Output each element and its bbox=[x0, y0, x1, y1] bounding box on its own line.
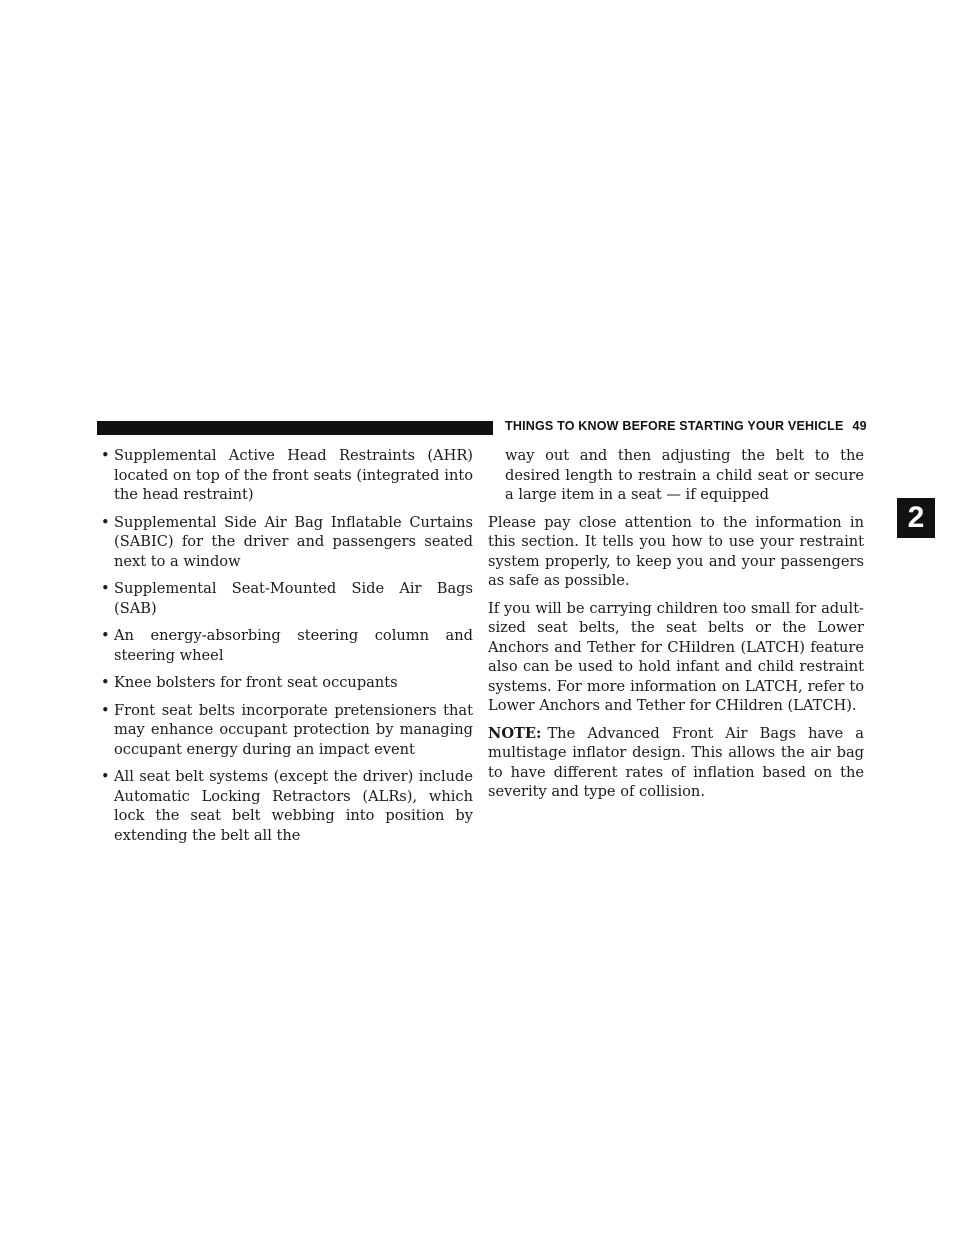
note-text: The Advanced Front Air Bags have a multistage inflator design. This allows the air bag to have different rates of inflation based on the severity and type of collision. bbox=[488, 724, 864, 800]
running-header bbox=[505, 419, 867, 433]
chapter-tab: 2 bbox=[897, 498, 935, 538]
list-item-text: Supplemental Side Air Bag Inflatable Curtains (SABIC) for the driver and passengers seated next to a window bbox=[114, 513, 473, 570]
note-label: NOTE: bbox=[488, 724, 542, 742]
bullet-icon: • bbox=[101, 513, 110, 531]
list-item-continuation: way out and then adjusting the belt to the desired length to restrain a child seat or secure a large item in a seat — if equipped bbox=[505, 447, 864, 503]
list-item-text: An energy-absorbing steering column and steering wheel bbox=[114, 627, 473, 664]
bullet-icon: • bbox=[101, 768, 110, 785]
list-item bbox=[97, 513, 473, 572]
list-item-text: Supplemental Seat-Mounted Side Air Bags (SAB) bbox=[114, 580, 473, 617]
bullet-icon: • bbox=[101, 580, 110, 597]
header-rule bbox=[97, 421, 493, 435]
bullet-icon: • bbox=[101, 701, 110, 719]
list-item-text: All seat belt systems (except the driver) include Automatic Locking Retractors (ALRs), which lock the seat belt webbing into position by extending the belt all the bbox=[114, 768, 473, 844]
bullet-icon: • bbox=[101, 447, 110, 464]
list-item bbox=[97, 626, 473, 665]
list-item-text: Front seat belts incorporate pretensioners that may enhance occupant protection by managing occupant energy during an impact event bbox=[114, 701, 473, 758]
body-paragraph: Please pay close attention to the information in this section. It tells you how to use your restraint system properly, to keep you and your passengers as safe as possible. bbox=[488, 513, 864, 589]
list-item bbox=[97, 767, 473, 845]
list-item-text: Supplemental Active Head Restraints (AHR) located on top of the front seats (integrated into the head restraint) bbox=[114, 447, 473, 503]
body-paragraph: If you will be carrying children too small for adult-sized seat belts, the seat belts or the Lower Anchors and Tether for CHildren (LATCH) feature also can be used to hold infant and child restraint systems. For more information on LATCH, refer to Lower Anchors and Tether for CHildren (LATCH). bbox=[488, 599, 864, 714]
bullet-icon: • bbox=[101, 627, 110, 644]
bullet-icon: • bbox=[101, 674, 110, 691]
feature-list bbox=[97, 446, 473, 845]
left-column bbox=[97, 446, 473, 853]
section-title: THINGS TO KNOW BEFORE STARTING YOUR VEHICLE bbox=[505, 419, 844, 433]
list-item-text: Knee bolsters for front seat occupants bbox=[114, 674, 398, 691]
note-paragraph bbox=[488, 724, 864, 802]
list-item bbox=[97, 673, 473, 693]
list-item bbox=[97, 701, 473, 760]
list-item bbox=[97, 446, 473, 505]
right-column bbox=[488, 446, 864, 810]
list-item bbox=[97, 579, 473, 618]
page-number: 49 bbox=[852, 419, 867, 433]
